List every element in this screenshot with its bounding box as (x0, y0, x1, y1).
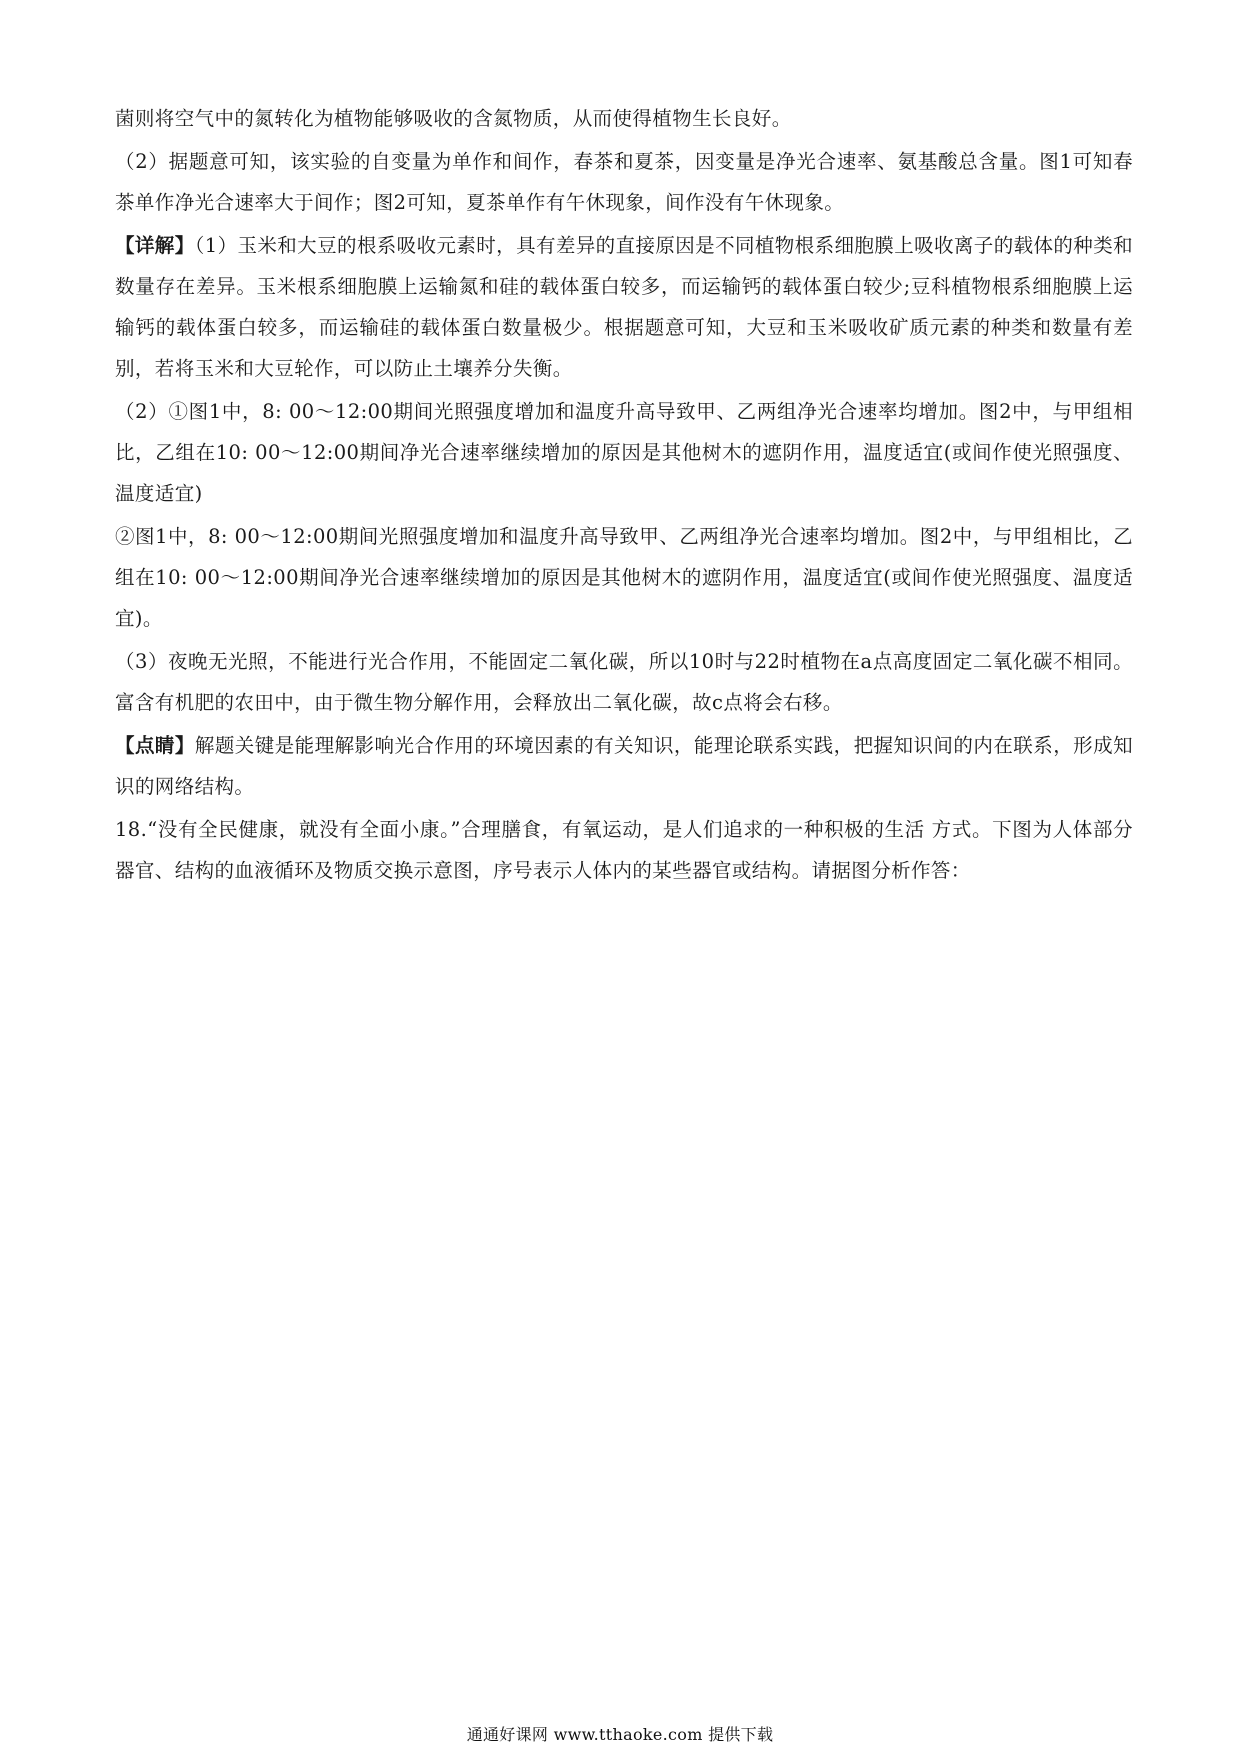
paragraph-4 (115, 391, 1133, 514)
detail-tag: 【详解】 (115, 234, 195, 257)
comment-tag: 【点睛】 (115, 734, 195, 757)
paragraph-1-text: 菌则将空气中的氮转化为植物能够吸收的含氮物质，从而使得植物生长良好。 (115, 107, 792, 130)
paragraph-5 (115, 516, 1133, 639)
paragraph-2 (115, 141, 1133, 223)
paragraph-1 (115, 98, 1133, 139)
question-18 (115, 809, 1133, 891)
paragraph-detail-text: （1）玉米和大豆的根系吸收元素时，具有差异的直接原因是不同植物根系细胞膜上吸收离子的载体的种类和数量存在差异。玉米根系细胞膜上运输氮和硅的载体蛋白较多，而运输钙的载体蛋白较少;豆科植物根系细胞膜上运输钙的载体蛋白较多，而运输硅的载体蛋白数量极少。根据题意可知，大豆和玉米吸收矿质元素的种类和数量有差别，若将玉米和大豆轮作，可以防止土壤养分失衡。 (115, 234, 1133, 380)
document-body (115, 98, 1133, 893)
footer-text: 通通好课网 www.tthaoke.com 提供下载 (466, 1725, 774, 1744)
paragraph-comment-text: 解题关键是能理解影响光合作用的环境因素的有关知识，能理论联系实践，把握知识间的内在联系，形成知识的网络结构。 (115, 734, 1133, 798)
paragraph-4-text: （2）①图1中，8: 00～12:00期间光照强度增加和温度升高导致甲、乙两组净光合速率均增加。图2中，与甲组相比，乙组在10: 00～12:00期间净光合速率继续增加的原因是其他树木的遮阴作用，温度适宜(或间作使光照强度、温度适宜) (115, 400, 1133, 505)
paragraph-6-text: （3）夜晚无光照，不能进行光合作用，不能固定二氧化碳，所以10时与22时植物在a点高度固定二氧化碳不相同。富含有机肥的农田中，由于微生物分解作用，会释放出二氧化碳，故c点将会右移。 (115, 650, 1133, 714)
paragraph-2-text: （2）据题意可知，该实验的自变量为单作和间作，春茶和夏茶，因变量是净光合速率、氨基酸总含量。图1可知春茶单作净光合速率大于间作；图2可知，夏茶单作有午休现象，间作没有午休现象。 (115, 150, 1133, 214)
paragraph-detail (115, 225, 1133, 389)
paragraph-6 (115, 641, 1133, 723)
question-18-text: 18.“没有全民健康，就没有全面小康。”合理膳食，有氧运动，是人们追求的一种积极的生活 方式。下图为人体部分器官、结构的血液循环及物质交换示意图，序号表示人体内的某些器官或结构。请据图分析作答： (115, 818, 1133, 882)
paragraph-5-text: ②图1中，8: 00～12:00期间光照强度增加和温度升高导致甲、乙两组净光合速率均增加。图2中，与甲组相比，乙组在10: 00～12:00期间净光合速率继续增加的原因是其他树木的遮阴作用，温度适宜(或间作使光照强度、温度适宜)。 (115, 525, 1133, 630)
page-footer (0, 1722, 1240, 1745)
paragraph-comment (115, 725, 1133, 807)
